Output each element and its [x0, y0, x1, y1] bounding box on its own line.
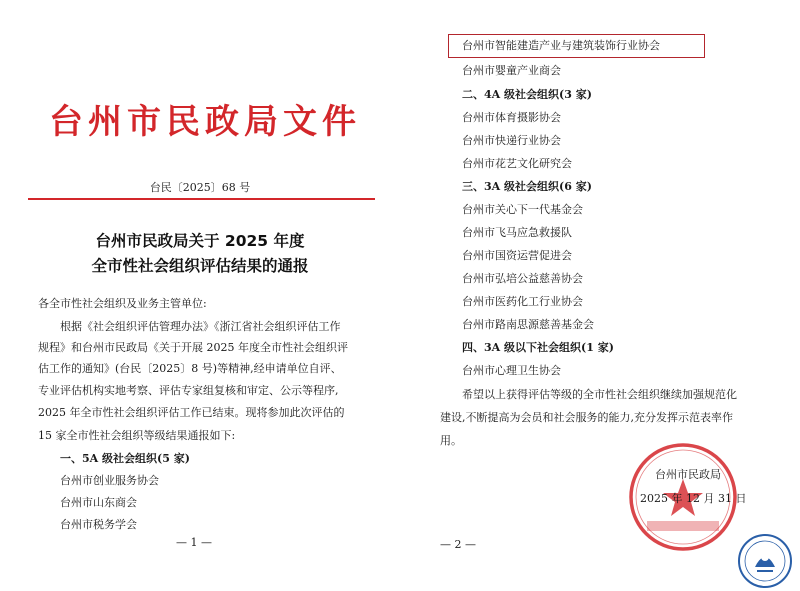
org-list-item: 台州市花艺文化研究会 — [462, 157, 572, 170]
closing-line: 用。 — [440, 434, 462, 447]
org-list-item: 台州市山东商会 — [60, 496, 137, 509]
org-list-item: 台州市体育摄影协会 — [462, 111, 561, 124]
org-list-item: 台州市税务学会 — [60, 518, 137, 531]
page-number: — 1 — — [176, 536, 212, 549]
org-list-item: 台州市医药化工行业协会 — [462, 295, 583, 308]
document-title-line-2: 全市性社会组织评估结果的通报 — [91, 257, 309, 275]
section-heading-4a: 二、4A 级社会组织(3 家) — [462, 88, 592, 101]
page-number: — 2 — — [440, 538, 476, 551]
org-list-item: 台州市婴童产业商会 — [462, 64, 561, 77]
body-line: 2025 年全市性社会组织评估工作已结束。现将参加此次评估的 — [38, 406, 345, 419]
org-list-item: 台州市心理卫生协会 — [462, 364, 561, 377]
body-line: 估工作的通知》(台民〔2025〕8 号)等精神,经申请单位自评、 — [38, 362, 342, 375]
org-list-item: 台州市飞马应急救援队 — [462, 226, 572, 239]
issue-date: 2025 年 12 月 31 日 — [640, 492, 747, 505]
section-heading-below-3a: 四、3A 级以下社会组织(1 家) — [462, 341, 614, 354]
section-heading-3a: 三、3A 级社会组织(6 家) — [462, 180, 592, 193]
closing-line: 希望以上获得评估等级的全市性社会组织继续加强规范化 — [462, 388, 737, 401]
body-line: 根据《社会组织评估管理办法》《浙江省社会组织评估工作 — [60, 320, 341, 333]
signer: 台州市民政局 — [655, 468, 721, 481]
org-list-item: 台州市关心下一代基金会 — [462, 203, 583, 216]
body-line: 规程》和台州市民政局《关于开展 2025 年度全市性社会组织评 — [38, 341, 348, 354]
closing-line: 建设,不断提高为会员和社会服务的能力,充分发挥示范表率作 — [440, 411, 733, 424]
salutation: 各全市性社会组织及业务主管单位: — [38, 297, 207, 310]
org-list-item: 台州市弘培公益慈善协会 — [462, 272, 583, 285]
body-line: 专业评估机构实地考察、评估专家组复核和审定、公示等程序, — [38, 384, 339, 397]
org-list-item: 台州市创业服务协会 — [60, 474, 159, 487]
document-title-line-1: 台州市民政局关于 2025 年度 — [95, 232, 305, 250]
body-line: 15 家全市性社会组织等级结果通报如下: — [38, 429, 236, 442]
org-list-item: 台州市路南思源慈善基金会 — [462, 318, 594, 331]
section-heading-5a: 一、5A 级社会组织(5 家) — [60, 452, 190, 465]
org-list-item: 台州市智能建造产业与建筑装饰行业协会 — [462, 39, 660, 52]
org-list-item: 台州市快递行业协会 — [462, 134, 561, 147]
header-divider — [28, 198, 375, 200]
emblem-badge-icon — [737, 533, 793, 589]
document-header-title: 台州市民政局文件 — [49, 102, 361, 142]
org-list-item: 台州市国资运营促进会 — [462, 249, 572, 262]
document-number: 台民〔2025〕68 号 — [149, 181, 251, 194]
